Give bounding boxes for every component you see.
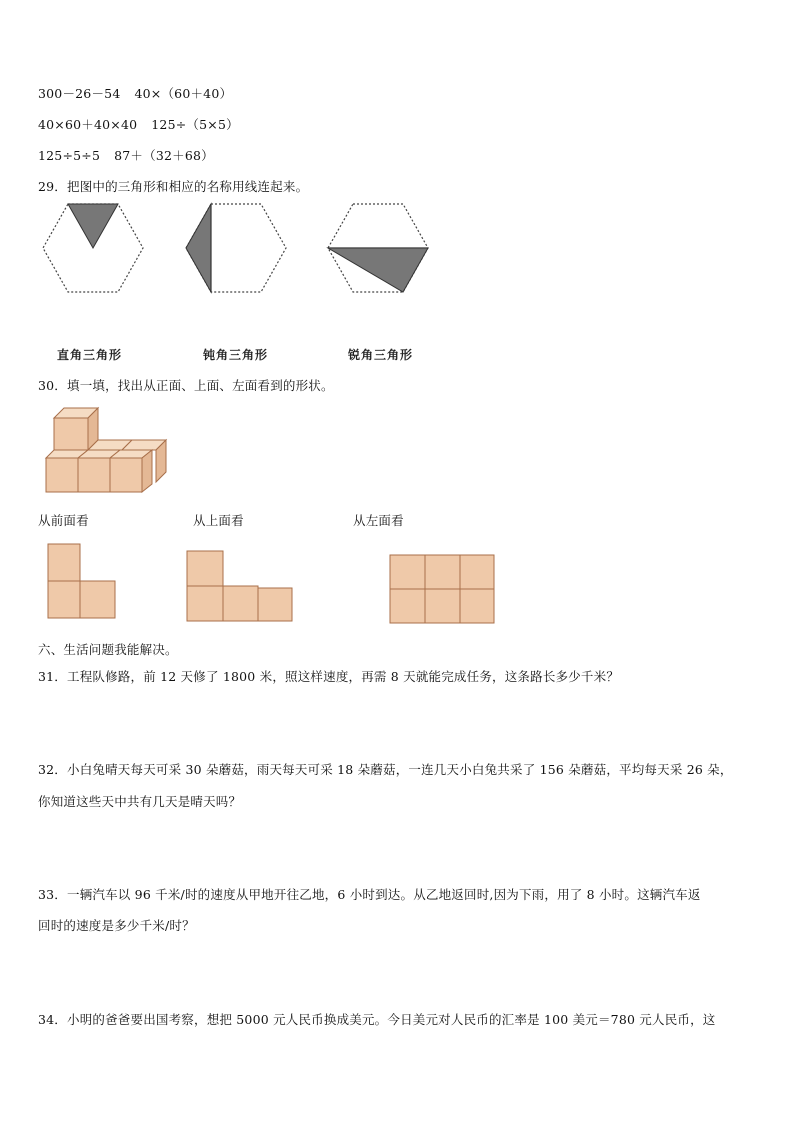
section-title: 六、生活问题我能解决。 <box>38 642 178 657</box>
calc-row-2 <box>38 115 239 133</box>
calc-expr: 125÷5÷5 <box>38 148 101 163</box>
shaded-triangle <box>186 204 211 292</box>
label-obtuse-triangle: 钝角三角形 <box>203 348 269 362</box>
top-view-shape <box>186 550 296 625</box>
question-29: 29．把图中的三角形和相应的名称用线连起来。 <box>38 179 309 194</box>
front-view-shape <box>47 543 127 623</box>
calc-row-1 <box>38 84 232 102</box>
calc-expr: 125÷（5×5） <box>151 117 239 132</box>
question-34-line-1: 34．小明的爸爸要出国考察，想把 5000 元人民币换成美元。今日美元对人民币的汇率是 100 美元＝780 元人民币，这 <box>38 1012 716 1027</box>
shaded-triangle <box>328 248 428 292</box>
left-view-shape <box>389 554 499 626</box>
question-31: 31．工程队修路，前 12 天修了 1800 米，照这样速度，再需 8 天就能完成任务，这条路长多少千米？ <box>38 669 620 684</box>
calc-expr: 40×60＋40×40 <box>38 117 138 132</box>
hexagon-figure-2 <box>183 200 293 295</box>
calc-expr: 300－26－54 <box>38 86 121 101</box>
calc-row-3 <box>38 146 214 164</box>
view-label-left: 从左面看 <box>353 513 404 528</box>
view-label-top: 从上面看 <box>193 513 244 528</box>
hexagon-figure-1 <box>40 200 150 295</box>
label-acute-triangle: 锐角三角形 <box>348 348 414 362</box>
shaded-triangle <box>68 204 118 248</box>
label-right-triangle: 直角三角形 <box>57 348 123 362</box>
calc-expr: 87＋（32＋68） <box>114 148 214 163</box>
question-32-line-1: 32．小白兔晴天每天可采 30 朵蘑菇，雨天每天可采 18 朵蘑菇，一连几天小白兔共采了 156 朵蘑菇，平均每天采 26 朵， <box>38 762 733 777</box>
cube-stack-figure <box>44 404 179 494</box>
question-33-line-2: 回时的速度是多少千米/时？ <box>38 918 195 933</box>
calc-expr: 40×（60＋40） <box>134 86 233 101</box>
question-33-line-1: 33．一辆汽车以 96 千米/时的速度从甲地开往乙地，6 小时到达。从乙地返回时,因为下雨，用了 8 小时。这辆汽车返 <box>38 887 701 902</box>
view-label-front: 从前面看 <box>38 513 89 528</box>
hexagon-figure-3 <box>325 200 435 295</box>
question-30: 30．填一填，找出从正面、上面、左面看到的形状。 <box>38 378 334 393</box>
question-32-line-2: 你知道这些天中共有几天是晴天吗？ <box>38 794 242 809</box>
